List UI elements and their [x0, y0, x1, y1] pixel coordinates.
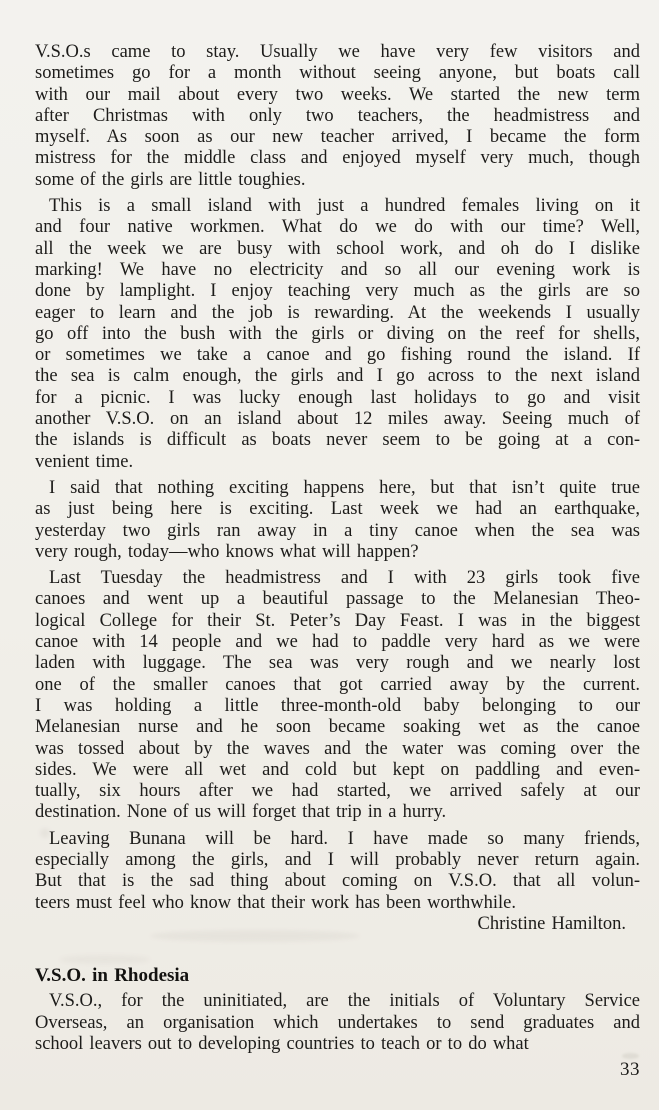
text-line: logical College for their St. Peter’s Day Feast. I was in the biggest: [35, 610, 640, 631]
text-line: myself. As soon as our new teacher arrived, I became the form: [35, 127, 640, 148]
paragraph: [35, 196, 640, 473]
text-line: after Christmas with only two teachers, the headmistress and: [35, 105, 640, 126]
text-line: This is a small island with just a hundred females living on it: [49, 196, 640, 217]
text-line: as just being here is exciting. Last week we had an earthquake,: [35, 499, 640, 520]
text-line: the sea is calm enough, the girls and I go across to the next island: [35, 366, 640, 387]
text-line: destination. None of us will forget that trip in a hurry.: [35, 802, 447, 823]
text-line: for a picnic. I was lucky enough last holidays to go and visit: [35, 387, 640, 408]
text-line: canoes and went up a beautiful passage to the Melanesian Theo-: [35, 589, 640, 610]
text-line: done by lamplight. I enjoy teaching very much as the girls are so: [35, 281, 640, 302]
paragraph: [35, 478, 640, 563]
text-line: was tossed about by the waves and the water was coming over the: [35, 738, 640, 759]
text-line: tually, six hours after we had started, we arrived safely at our: [35, 781, 640, 802]
text-line: yesterday two girls ran away in a tiny canoe when the sea was: [35, 520, 640, 541]
text-line: canoe with 14 people and we had to paddle very hard as we were: [35, 632, 640, 653]
text-line: V.S.O.s came to stay. Usually we have very few visitors and: [35, 42, 640, 62]
section-body: [35, 991, 640, 1055]
text-line: Last Tuesday the headmistress and I with 23 girls took five: [49, 568, 640, 589]
text-line: very rough, today—who knows what will happen?: [35, 541, 419, 562]
paragraph: [35, 568, 640, 824]
text-line: one of the smaller canoes that got carried away by the current.: [35, 674, 640, 695]
paragraph: [35, 991, 640, 1055]
text-line: or sometimes we take a canoe and go fishing round the island. If: [35, 345, 640, 366]
text-line: sides. We were all wet and cold but kept on paddling and even-: [35, 759, 640, 780]
text-line: all the week we are busy with school work, and oh do I dislike: [35, 238, 640, 259]
paragraph: [35, 829, 640, 914]
text-line: and four native workmen. What do we do with our time? Well,: [35, 217, 640, 238]
text-line: school leavers out to developing countries to teach or to do what: [35, 1034, 529, 1055]
text-line: eager to learn and the job is rewarding. At the weekends I usually: [35, 302, 640, 323]
text-line: marking! We have no electricity and so all our evening work is: [35, 259, 640, 280]
text-line: I was holding a little three-month-old baby belonging to our: [35, 695, 640, 716]
text-line: Melanesian nurse and he soon became soaking wet as the canoe: [35, 717, 640, 738]
text-line: Leaving Bunana will be hard. I have made so many friends,: [49, 828, 640, 849]
letter-body: [35, 42, 640, 914]
text-line: the islands is difficult as boats never seem to be going at a con-: [35, 430, 640, 451]
text-line: V.S.O., for the uninitiated, are the initials of Voluntary Service: [49, 991, 640, 1012]
text-line: some of the girls are little toughies.: [35, 169, 306, 190]
signature: Christine Hamilton.: [477, 913, 626, 934]
text-line: especially among the girls, and I will probably never return again.: [35, 849, 640, 870]
text-line: another V.S.O. on an island about 12 miles away. Seeing much of: [35, 409, 640, 430]
text-line: mistress for the middle class and enjoyed myself very much, though: [35, 148, 640, 169]
section-heading: V.S.O. in Rhodesia: [35, 965, 190, 987]
text-line: go off into the bush with the girls or diving on the reef for shells,: [35, 323, 640, 344]
paragraph: [35, 42, 640, 191]
text-line: sometimes go for a month without seeing anyone, but boats call: [35, 63, 640, 84]
text-line: I said that nothing exciting happens here, but that isn’t quite true: [49, 477, 640, 498]
text-line: venient time.: [35, 451, 134, 472]
text-line: laden with luggage. The sea was very rough and we nearly lost: [35, 653, 640, 674]
page-number: 33: [620, 1059, 640, 1081]
ink-bleed-artifact: [60, 955, 150, 964]
text-line: Overseas, an organisation which undertakes to send graduates and: [35, 1012, 640, 1033]
text-line: with our mail about every two weeks. We started the new term: [35, 84, 640, 105]
text-line: teers must feel who know that their work has been worthwhile.: [35, 892, 516, 913]
text-line: But that is the sad thing about coming on V.S.O. that all volun-: [35, 871, 640, 892]
